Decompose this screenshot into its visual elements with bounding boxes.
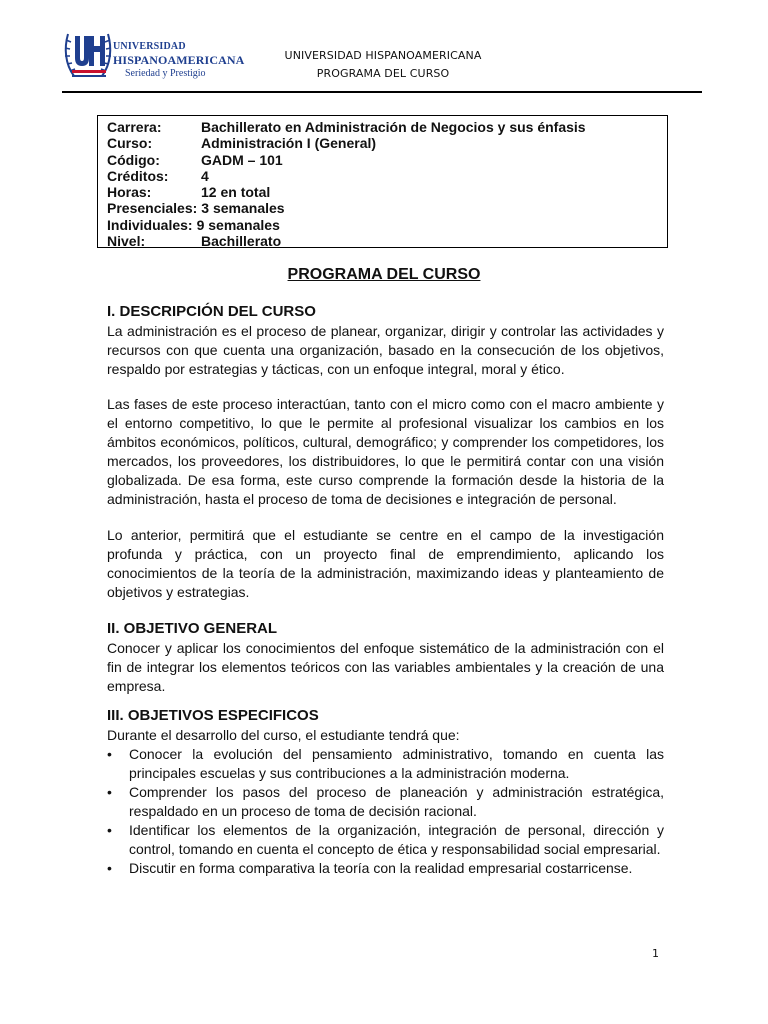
info-value: Bachillerato en Administración de Negocios y sus énfasis: [201, 119, 586, 135]
logo-tagline: Seriedad y Prestigio: [125, 68, 206, 79]
bullet-icon: •: [107, 784, 112, 800]
header-document-title: PROGRAMA DEL CURSO: [316, 67, 450, 80]
info-row-presenciales: [107, 200, 667, 216]
info-value: 4: [201, 167, 209, 184]
paragraph: Las fases de este proceso interactúan, tanto con el micro como con el macro ambiente y el entorno competitivo, lo que le permite al profesional visualizar los cambios en los ámbitos económicos, políticos, cultural, demográfico; y comprender los competidores, los mercados, los proveedores, los distribuidores, lo que le permitirá contar con una visión globalizada. De esa forma, este curso comprende la formación desde la historia de la administración, hasta el proceso de toma de decisiones e integración de personal.: [107, 396, 664, 507]
logo-emblem-icon: [62, 26, 114, 84]
paragraph: Conocer y aplicar los conocimientos del enfoque sistemático de la administración con el fin de integrar los elementos teóricos con las variables ambientales y la creación de una empresa.: [107, 640, 664, 694]
document-body: [107, 302, 664, 878]
info-value: 9 semanales: [196, 216, 280, 233]
header-divider: [62, 91, 702, 93]
list-item-text: Discutir en forma comparativa la teoría con la realidad empresarial costarricense.: [129, 860, 633, 876]
bullet-icon: •: [107, 860, 112, 876]
info-row-curso: [107, 135, 667, 151]
info-label: Carrera:: [107, 119, 162, 135]
list-item: [107, 745, 664, 783]
page-header: [230, 47, 536, 83]
section-heading-objetivo-general: II. OBJETIVO GENERAL: [107, 620, 278, 637]
info-value: Bachillerato: [201, 233, 282, 250]
paragraph: Durante el desarrollo del curso, el estudiante tendrá que:: [107, 727, 460, 743]
paragraph: La administración es el proceso de planear, organizar, dirigir y controlar las actividades y recursos con que cuenta una organización, basado en la consecución de los objetivos, respaldo por estrategias y tácticas, con un enfoque integral, moral y ético.: [107, 323, 664, 377]
section-heading-descripcion: I. DESCRIPCIÓN DEL CURSO: [107, 303, 316, 320]
logo-wordmark: [113, 42, 244, 79]
list-item-text: Comprender los pasos del proceso de planeación y administración estratégica, respaldado en un proceso de toma de decisión racional.: [129, 784, 664, 819]
info-row-individuales: [107, 217, 667, 233]
logo-line-1: UNIVERSIDAD: [113, 41, 186, 52]
course-info-box: [97, 115, 668, 248]
info-label: Curso:: [107, 135, 153, 152]
page-title: [0, 266, 768, 284]
info-row-carrera: [107, 119, 667, 135]
list-item: [107, 821, 664, 859]
list-item: [107, 783, 664, 821]
info-value: GADM – 101: [201, 151, 283, 168]
info-value: 3 semanales: [201, 200, 285, 217]
bullet-icon: •: [107, 822, 112, 838]
list-item: [107, 859, 664, 878]
info-row-creditos: [107, 168, 667, 184]
info-value: 12 en total: [201, 184, 271, 201]
info-label: Créditos:: [107, 167, 169, 184]
list-item-text: Identificar los elementos de la organización, integración de personal, dirección y control, tomando en cuenta el concepto de ética y responsabilidad social empresarial.: [129, 822, 664, 857]
list-item-text: Conocer la evolución del pensamiento administrativo, tomando en cuenta las principales escuelas y sus contribuciones a la administración moderna.: [129, 746, 664, 781]
info-row-nivel: [107, 233, 667, 249]
info-label: Nivel:: [107, 233, 146, 250]
page-number: 1: [652, 947, 659, 960]
info-label: Código:: [107, 151, 160, 168]
logo-line-2: HISPANOAMERICANA: [113, 53, 245, 67]
info-row-horas: [107, 184, 667, 200]
info-label: Presenciales:: [107, 200, 198, 217]
info-value: Administración I (General): [201, 135, 377, 152]
info-row-codigo: [107, 152, 667, 168]
header-university: UNIVERSIDAD HISPANOAMERICANA: [284, 49, 482, 62]
bullet-icon: •: [107, 746, 112, 762]
objectives-list: [107, 745, 664, 878]
info-label: Individuales:: [107, 216, 193, 233]
info-label: Horas:: [107, 184, 152, 201]
section-heading-objetivos-especificos: III. OBJETIVOS ESPECIFICOS: [107, 707, 319, 724]
page-title-text: PROGRAMA DEL CURSO: [287, 266, 481, 283]
university-logo: [62, 26, 245, 84]
paragraph: Lo anterior, permitirá que el estudiante se centre en el campo de la investigación profunda y práctica, con un proyecto final de emprendimiento, aplicando los conocimientos de la teoría de la administración, maximizando ideas y planteamiento de objetivos y estrategias.: [107, 527, 664, 600]
